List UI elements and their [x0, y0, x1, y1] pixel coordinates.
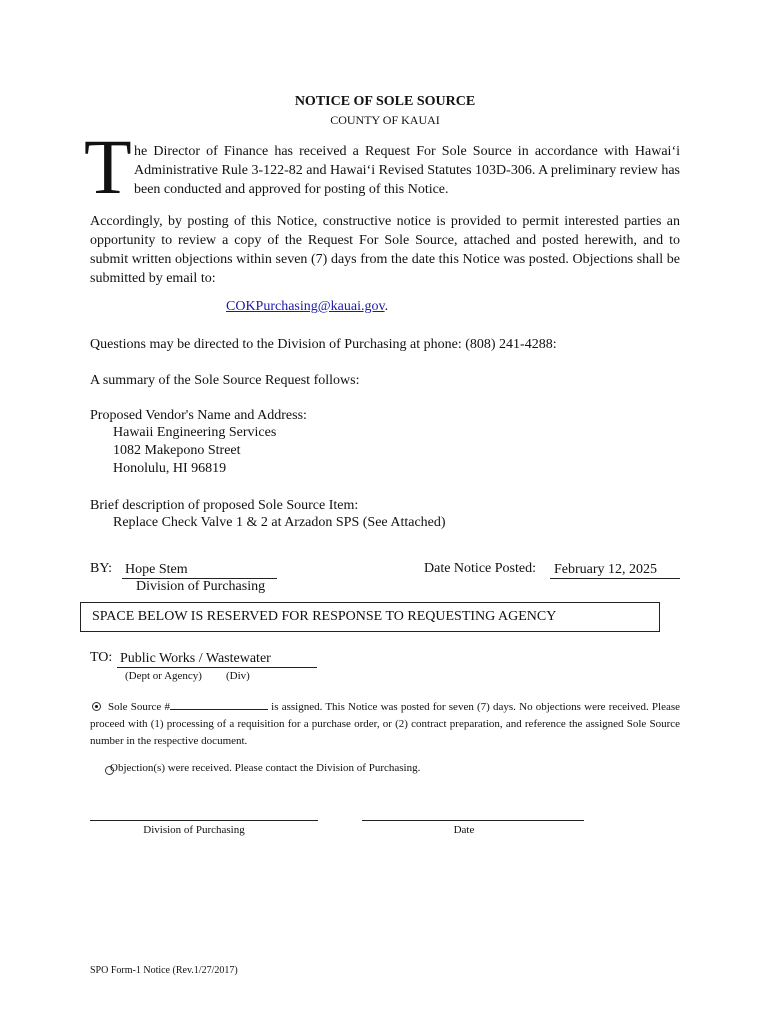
email-link[interactable]: COKPurchasing@kauai.gov — [226, 299, 385, 314]
option-assigned-text — [90, 698, 680, 750]
div-caption: (Div) — [226, 670, 250, 682]
form-footer: SPO Form-1 Notice (Rev.1/27/2017) — [90, 965, 238, 976]
email-line — [226, 299, 388, 315]
sole-source-prefix: Sole Source # — [108, 701, 170, 713]
email-suffix: . — [384, 299, 389, 314]
dept-caption: (Dept or Agency) — [125, 670, 202, 682]
vendor-label: Proposed Vendor's Name and Address: — [90, 408, 307, 423]
date-posted-value: February 12, 2025 — [550, 561, 680, 579]
item-description: Replace Check Valve 1 & 2 at Arzadon SPS (See Attached) — [113, 515, 446, 530]
vendor-city: Honolulu, HI 96819 — [113, 461, 227, 476]
sole-source-number-field[interactable] — [170, 698, 268, 710]
reserved-section-box: SPACE BELOW IS RESERVED FOR RESPONSE TO REQUESTING AGENCY — [80, 602, 660, 632]
to-value: Public Works / Wastewater — [117, 650, 317, 668]
page-subtitle: COUNTY OF KAUAI — [330, 113, 440, 127]
page-title: NOTICE OF SOLE SOURCE — [294, 94, 476, 109]
notice-paragraph: Accordingly, by posting of this Notice, constructive notice is provided to permit interested parties an opportunity to review a copy of the Request For Sole Source, attached and posted herewith, and to submit written objections within seven (7) days from the date this Notice was posted. Objections shall be submitted by email to: — [90, 214, 680, 286]
date-signature-line[interactable] — [362, 820, 584, 821]
option-assigned-body: is assigned. This Notice was posted for seven (7) days. No objections were received. Please proceed with (1) processing of a requisition for a purchase order, or (2) contract preparation, and reference the assigned Sole Source number in the respective document. — [90, 701, 680, 747]
intro-paragraph: he Director of Finance has received a Request For Sole Source in accordance with Hawai‘i Administrative Rule 3-122-82 and Hawai‘i Revised Statutes 103D-306. A preliminary review has been conducted and approved for posting of this Notice. — [134, 144, 680, 197]
summary-heading: A summary of the Sole Source Request follows: — [90, 373, 360, 388]
by-division: Division of Purchasing — [136, 579, 266, 594]
vendor-street: 1082 Makepono Street — [113, 443, 241, 458]
option-objections-text: Objection(s) were received. Please contact the Division of Purchasing. — [110, 762, 421, 774]
purchasing-signature-line[interactable] — [90, 820, 318, 821]
drop-cap: T — [84, 123, 132, 210]
item-label: Brief description of proposed Sole Source Item: — [90, 498, 359, 513]
by-label: BY: — [90, 561, 113, 576]
vendor-name: Hawaii Engineering Services — [113, 425, 277, 440]
purchasing-signature-caption: Division of Purchasing — [143, 824, 245, 836]
date-posted-label: Date Notice Posted: — [424, 561, 536, 576]
to-label: TO: — [90, 650, 113, 665]
questions-line: Questions may be directed to the Division of Purchasing at phone: (808) 241-4288: — [90, 337, 557, 352]
date-signature-caption: Date — [453, 824, 475, 836]
by-name: Hope Stem — [122, 561, 277, 579]
